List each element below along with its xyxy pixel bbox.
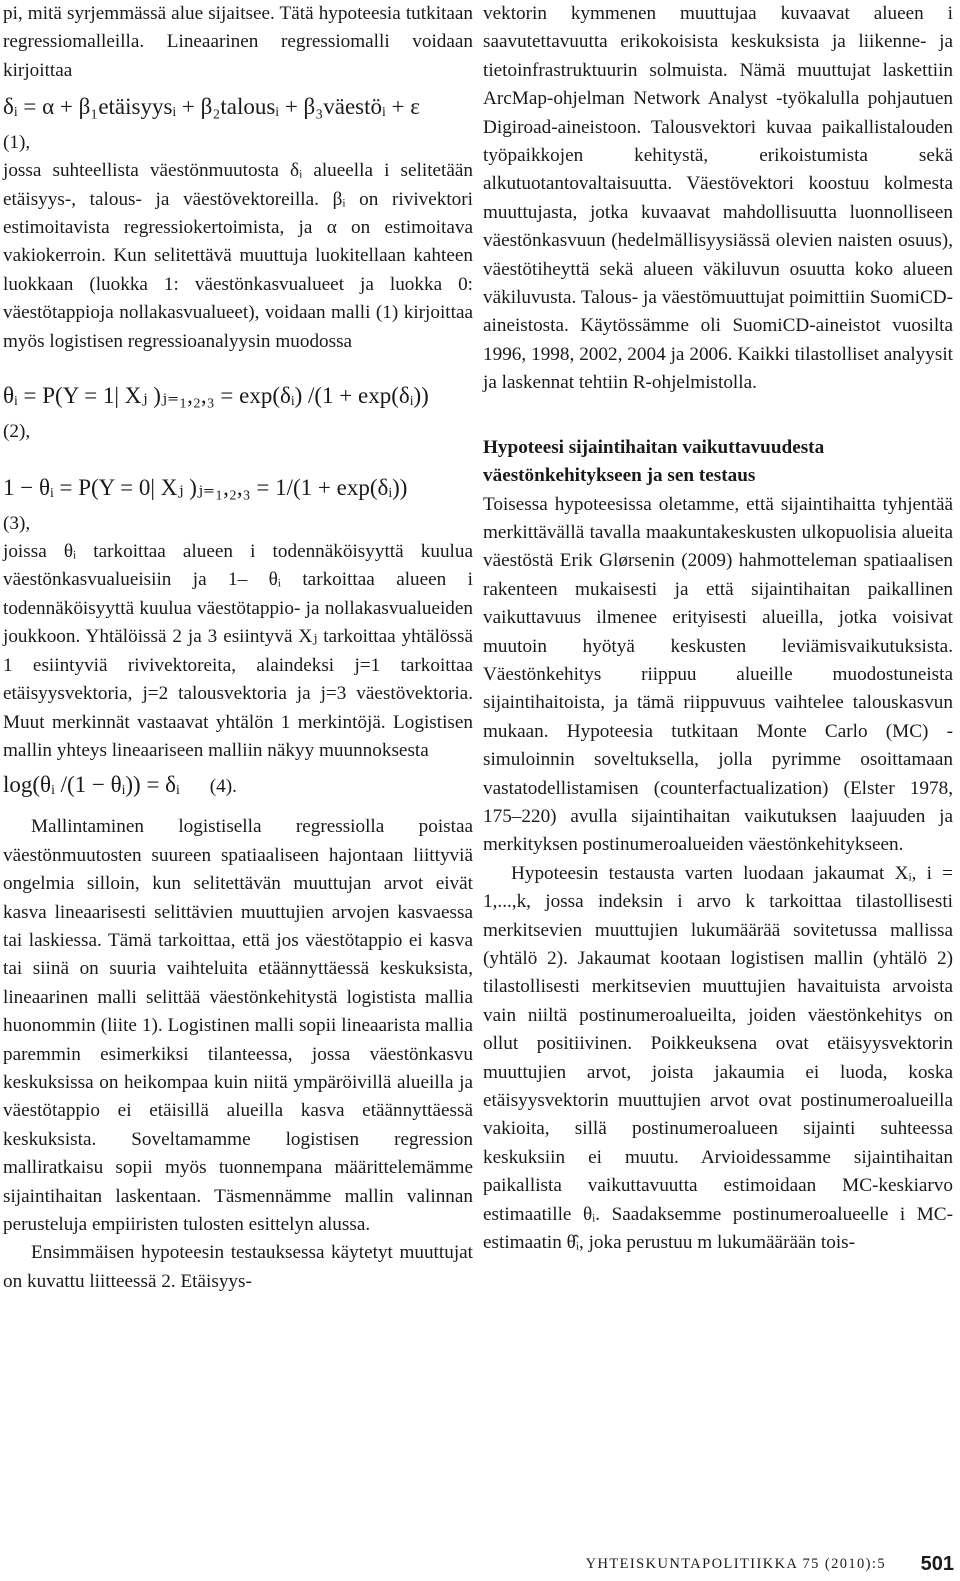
right-column [483, 0, 953, 1257]
section-heading: Hypoteesi sijaintihaitan vaikuttavuudesta väestönkehitykseen ja sen testaus [483, 436, 825, 487]
journal-title: YHTEISKUNTAPOLITIIKKA 75 (2010):5 [585, 1556, 886, 1572]
page-footer [0, 1548, 960, 1581]
equation-1-number: (1), [3, 132, 31, 154]
equation-4-number: (4). [209, 776, 237, 798]
right-paragraph-1: vektorin kymmenen muuttujaa kuvaavat alueen i saavutettavuutta erikokoisista keskuksista ja liikenne- ja tietoinfrastruktuurin solmuista. Nämä muuttujat laskettiin ArcMap-ohjelman Network Analyst -työkalulla pohjautuen Digiroad-aineistoon. Talousvektori kuvaa paikallistalouden työpaikkojen kehitystä, erikoistumista sekä alkutuotantovaltaisuutta. Väestövektori koostuu kolmesta muuttujasta, jotka kuvaavat mahdollisuutta luonnolliseen väestönkasvuun (hedelmällisyysiässä olevien naisten osuus), väestötiheyttä sekä alueen väkiluvun osuutta koko alueen väkiluvusta. Talous- ja väestömuuttujat poimittiin SuomiCD-aineistosta. Käytössämme oli SuomiCD-aineistot vuosilta 1996, 1998, 2002, 2004 ja 2006. Kaikki tilastolliset analyysit ja laskennat tehtiin R-ohjelmistolla. [483, 3, 953, 394]
equation-4-body: log(θᵢ /(1 − θᵢ)) = δᵢ [3, 772, 180, 798]
right-paragraph-2: Toisessa hypoteesissa oletamme, että sijaintihaitta tyhjentää merkittävällä tavalla maakuntakeskusten ulkopuolisia alueita väestöstä Erik Glørsenin (2009) hahmotteleman spatiaalisen rakenteen mukaisesti ja että sijaintihaitan paikallinen vaikuttavuus ilmenee erityisesti alueilla, jotka voisivat muutoin hyötyä keskusten leviämisvaikutuksista. Väestönkehitys riippuu alueille muodostuneista sijaintihaitoista, ja tämä riippuvuus vaihtelee talouskasvun mukaan. Hypoteesia tutkitaan Monte Carlo (MC) -simuloinnin soveltuksella, jolla pyrimme osoittamaan vastatodellistamisen (counterfactualization) (Elster 1978, 175–220) avulla sijaintihaitan vaikutuksen laajuuden ja merkityksen postinumeroalueiden väestönkehitykseen. [483, 493, 953, 856]
left-paragraph-3: joissa θᵢ tarkoittaa alueen i todennäköisyyttä kuulua väestönkasvualueisiin ja 1– θᵢ tarkoittaa alueen i todennäköisyyttä kuulua väestötappio- ja nollakasvualueiden joukkoon. Yhtälöissä 2 ja 3 esiintyvä Xⱼ tarkoittaa yhtälössä 1 esiintyviä rivivektoreita, alaindeksi j=1 tarkoittaa etäisyysvektoria, j=2 talousvektoria ja j=3 väestövektoria. Muut merkinnät vastaavat yhtälön 1 merkintöjä. Logistisen mallin yhteys lineaariseen malliin näkyy muunnoksesta [3, 541, 473, 761]
equation-3: 1 − θᵢ = P(Y = 0| Xⱼ )ⱼ₌₁,₂,₃ = 1/(1 + exp(δᵢ)) [3, 475, 408, 501]
left-paragraph-4: Mallintaminen logistisella regressiolla poistaa väestönmuutosten suureen spatiaaliseen hajontaan liittyviä ongelmia silloin, kun selitettävän muuttujan arvot eivät kasva lineaarisesti selittävien muuttujien arvojen kasvaessa tai laskiessa. Tämä tarkoittaa, että jos väestötappio ei kasva tai siinä on suuria vaihteluita etäännyttäessä keskuksista, lineaarinen malli selittää väestönkehitystä logistista mallia huonommin (liite 1). Logistinen malli sopii lineaarista mallia paremmin esimerkiksi tilanteessa, jossa väestönkasvu keskuksissa on heikompaa kuin niitä ympäröivillä alueilla ja väestötappio ei etäisillä alueilla kasva etäännyttäessä keskuksista. Soveltamamme logistisen regression malliratkaisu sopii myös tuonnempana määrittelemämme sijaintihaitan laskentaan. Täsmennämme mallin valinnan perusteluja empiiristen tulosten esittelyn alussa. [3, 816, 473, 1235]
equation-2: θᵢ = P(Y = 1| Xⱼ )ⱼ₌₁,₂,₃ = exp(δᵢ) /(1 + exp(δᵢ)) [3, 383, 429, 409]
equation-3-number: (3), [3, 513, 31, 535]
equation-1: δᵢ = α + β₁etäisyysᵢ + β₂talousᵢ + β₃väestöᵢ + ε [3, 94, 420, 120]
equation-4 [3, 765, 473, 805]
page-number: 501 [920, 1553, 954, 1575]
equation-2-number: (2), [3, 421, 31, 443]
left-paragraph-1: pi, mitä syrjemmässä alue sijaitsee. Tätä hypoteesia tutkitaan regressiomalleilla. Lineaarinen regressiomalli voidaan kirjoittaa [3, 3, 473, 81]
left-paragraph-2: jossa suhteellista väestönmuutosta δᵢ alueella i selitetään etäisyys-, talous- ja väestövektoreilla. βᵢ on rivivektori estimoitavista regressiokertoimista, ja α on estimoitava vakiokerroin. Kun selitettävä muuttuja luokitellaan kahteen luokkaan (luokka 1: väestönkasvualueet ja luokka 0: väestötappioja nollakasvualueet), voidaan malli (1) kirjoittaa myös logistisen regressioanalyysin muodossa [3, 160, 473, 352]
right-paragraph-3: Hypoteesin testausta varten luodaan jakaumat Xᵢ, i = 1,...,k, jossa indeksin i arvo k tarkoittaa tilastollisesti merkitsevien muuttujien lukumäärää sovitetussa mallissa (yhtälö 2). Jakaumat kootaan logistisen mallin (yhtälö 2) tilastollisesti merkitsevien muuttujien havaituista arvoista vain niiltä postinumeroalueilta, joiden väestönkehitys on ollut positiivinen. Poikkeuksena ovat etäisyysvektorin muuttujien arvot, joista jakaumia ei luoda, koska etäisyysvektorin muuttujien arvot ovat postinumeroalueilla vakioita, sillä postinumeroalueen sijainti suhteessa keskuksiin ei muutu. Arvioidessamme sijaintihaitan paikallista vaikuttavuutta estimoidaan MC-keskiarvo estimaatille θᵢ. Saadaksemme postinumeroalueelle i MC-estimaatin θ̂ᵢ, joka perustuu m lukumäärään tois- [483, 862, 953, 1254]
left-column [3, 0, 473, 1296]
left-paragraph-5: Ensimmäisen hypoteesin testauksessa käytetyt muuttujat on kuvattu liitteessä 2. Etäisyys- [3, 1242, 473, 1292]
